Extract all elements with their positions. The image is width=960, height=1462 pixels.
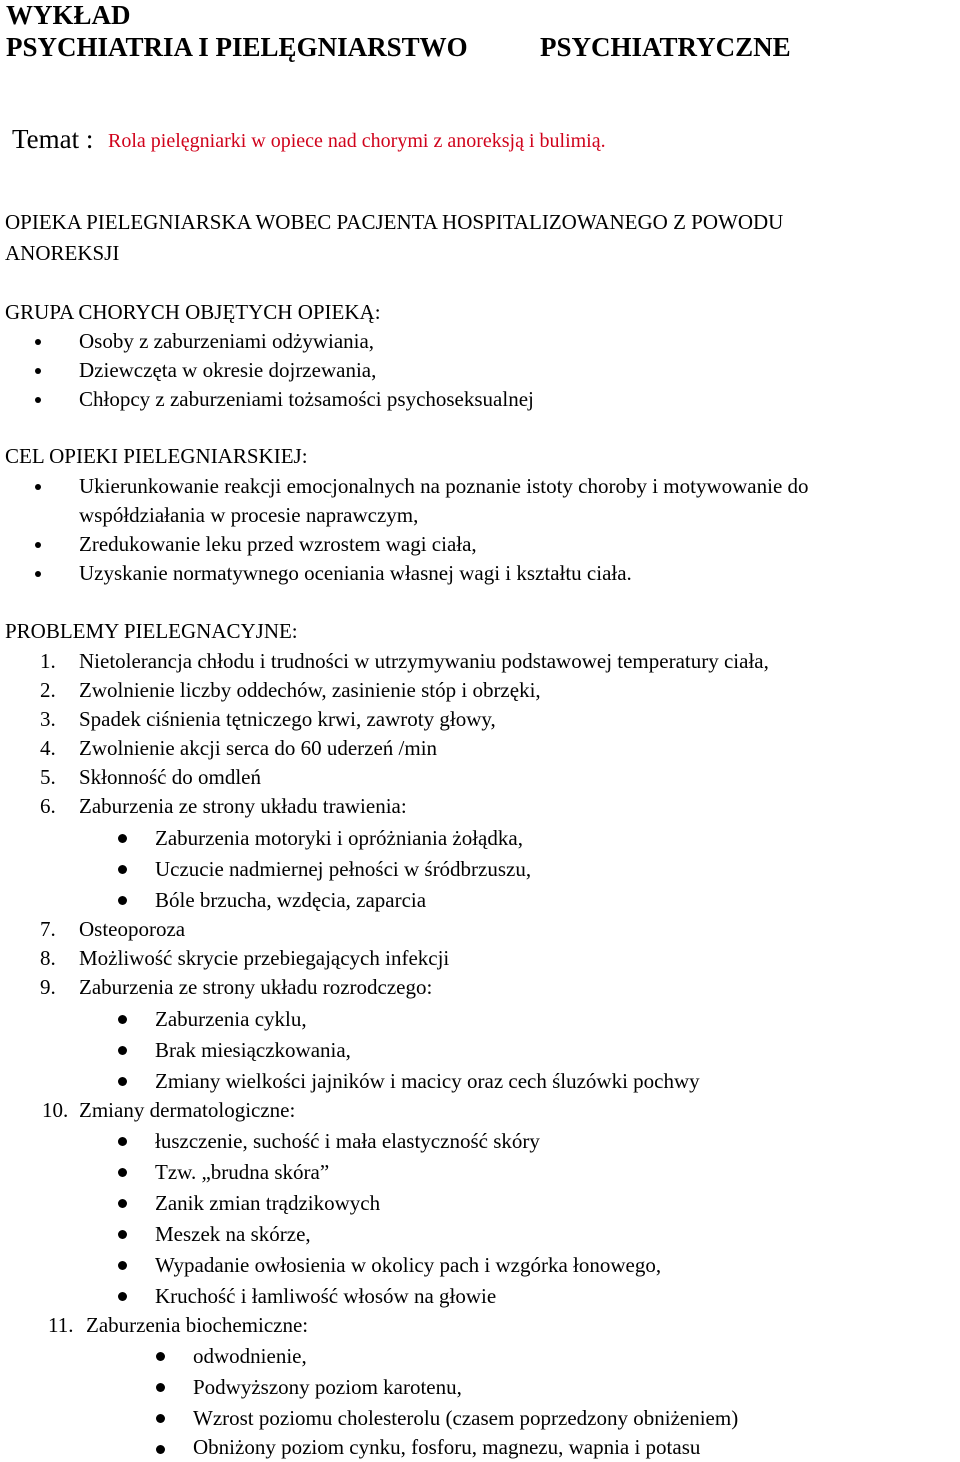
topic-label: Temat : bbox=[12, 124, 94, 154]
problem-subitem: Uczucie nadmiernej pełności w śródbrzuszu, bbox=[155, 857, 532, 881]
group-item: Chłopcy z zaburzeniami tożsamości psychoseksualnej bbox=[79, 387, 534, 411]
problem-number: 11. bbox=[48, 1313, 74, 1337]
problem-subitem: Zaburzenia motoryki i opróżniania żołądka, bbox=[155, 826, 523, 850]
section-title-line1: OPIEKA PIELEGNIARSKA WOBEC PACJENTA HOSPITALIZOWANEGO Z POWODU bbox=[5, 210, 784, 234]
problem-subitem: Zaburzenia cyklu, bbox=[155, 1007, 307, 1031]
bullet-icon bbox=[156, 1383, 165, 1392]
goal-heading: CEL OPIEKI PIELEGNIARSKIEJ: bbox=[5, 444, 308, 468]
problem-number: 2. bbox=[40, 678, 56, 702]
bullet-icon bbox=[156, 1414, 165, 1423]
bullet-icon bbox=[118, 865, 127, 874]
bullet-icon bbox=[35, 339, 41, 345]
problem-number: 4. bbox=[40, 736, 56, 760]
goal-item: Ukierunkowanie reakcji emocjonalnych na poznanie istoty choroby i motywowanie do bbox=[79, 474, 809, 498]
bullet-icon bbox=[118, 896, 127, 905]
bullet-icon bbox=[118, 1292, 127, 1301]
problem-subitem: Obniżony poziom cynku, fosforu, magnezu, wapnia i potasu bbox=[193, 1435, 701, 1459]
problem-subitem: Zmiany wielkości jajników i macicy oraz cech śluzówki pochwy bbox=[155, 1069, 700, 1093]
problem-number: 5. bbox=[40, 765, 56, 789]
problem-text: Zaburzenia biochemiczne: bbox=[86, 1313, 309, 1337]
bullet-icon bbox=[156, 1445, 165, 1454]
bullet-icon bbox=[118, 834, 127, 843]
problem-subitem: Meszek na skórze, bbox=[155, 1222, 311, 1246]
problem-subitem: Brak miesiączkowania, bbox=[155, 1038, 351, 1062]
problem-subitem: łuszczenie, suchość i mała elastyczność skóry bbox=[155, 1129, 540, 1153]
problems-heading: PROBLEMY PIELEGNACYJNE: bbox=[5, 619, 298, 643]
problem-text: Skłonność do omdleń bbox=[79, 765, 261, 789]
problem-subitem: Tzw. „brudna skóra” bbox=[155, 1160, 330, 1184]
goal-item-cont: współdziałania w procesie naprawczym, bbox=[79, 503, 419, 527]
problem-number: 7. bbox=[40, 917, 56, 941]
group-heading: GRUPA CHORYCH OBJĘTYCH OPIEKĄ: bbox=[5, 300, 381, 324]
problem-subitem: Kruchość i łamliwość włosów na głowie bbox=[155, 1284, 497, 1308]
group-item: Dziewczęta w okresie dojrzewania, bbox=[79, 358, 377, 382]
problem-text: Zmiany dermatologiczne: bbox=[79, 1098, 296, 1122]
problem-text: Nietolerancja chłodu i trudności w utrzymywaniu podstawowej temperatury ciała, bbox=[79, 649, 769, 673]
problem-number: 10. bbox=[42, 1098, 69, 1122]
problem-text: Zwolnienie akcji serca do 60 uderzeń /min bbox=[79, 736, 438, 760]
bullet-icon bbox=[118, 1199, 127, 1208]
group-item: Osoby z zaburzeniami odżywiania, bbox=[79, 329, 375, 353]
problem-text: Spadek ciśnienia tętniczego krwi, zawroty głowy, bbox=[79, 707, 496, 731]
bullet-icon bbox=[35, 397, 41, 403]
bullet-icon bbox=[35, 542, 41, 548]
problem-subitem: Zanik zmian trądzikowych bbox=[155, 1191, 381, 1215]
problem-number: 8. bbox=[40, 946, 56, 970]
bullet-icon bbox=[118, 1077, 127, 1086]
bullet-icon bbox=[118, 1261, 127, 1270]
problem-text: Osteoporoza bbox=[79, 917, 186, 941]
problem-subitem: Bóle brzucha, wzdęcia, zaparcia bbox=[155, 888, 427, 912]
bullet-icon bbox=[118, 1015, 127, 1024]
problem-number: 6. bbox=[40, 794, 56, 818]
bullet-icon bbox=[156, 1352, 165, 1361]
problem-number: 1. bbox=[40, 649, 56, 673]
problem-subitem: Wypadanie owłosienia w okolicy pach i wzgórka łonowego, bbox=[155, 1253, 662, 1277]
problem-number: 9. bbox=[40, 975, 56, 999]
problem-number: 3. bbox=[40, 707, 56, 731]
course-title: PSYCHIATRIA I PIELĘGNIARSTWO bbox=[6, 32, 468, 62]
problem-subitem: Wzrost poziomu cholesterolu (czasem poprzedzony obniżeniem) bbox=[193, 1406, 739, 1430]
problem-text: Zwolnienie liczby oddechów, zasinienie stóp i obrzęki, bbox=[79, 678, 541, 702]
problem-text: Zaburzenia ze strony układu trawienia: bbox=[79, 794, 407, 818]
bullet-icon bbox=[118, 1137, 127, 1146]
course-title-cont: PSYCHIATRYCZNE bbox=[540, 32, 791, 62]
lecture-title: WYKŁAD bbox=[6, 0, 131, 30]
bullet-icon bbox=[118, 1046, 127, 1055]
problem-text: Zaburzenia ze strony układu rozrodczego: bbox=[79, 975, 433, 999]
problem-text: Możliwość skrycie przebiegających infekcji bbox=[79, 946, 450, 970]
bullet-icon bbox=[35, 368, 41, 374]
bullet-icon bbox=[118, 1230, 127, 1239]
section-title-line2: ANOREKSJI bbox=[5, 241, 120, 265]
bullet-icon bbox=[35, 571, 41, 577]
goal-item: Zredukowanie leku przed wzrostem wagi ciała, bbox=[79, 532, 477, 556]
bullet-icon bbox=[35, 484, 41, 490]
goal-item: Uzyskanie normatywnego oceniania własnej wagi i kształtu ciała. bbox=[79, 561, 632, 585]
bullet-icon bbox=[118, 1168, 127, 1177]
topic-value: Rola pielęgniarki w opiece nad chorymi z anoreksją i bulimią. bbox=[108, 130, 606, 152]
problem-subitem: Podwyższony poziom karotenu, bbox=[193, 1375, 462, 1399]
problem-subitem: odwodnienie, bbox=[193, 1344, 307, 1368]
